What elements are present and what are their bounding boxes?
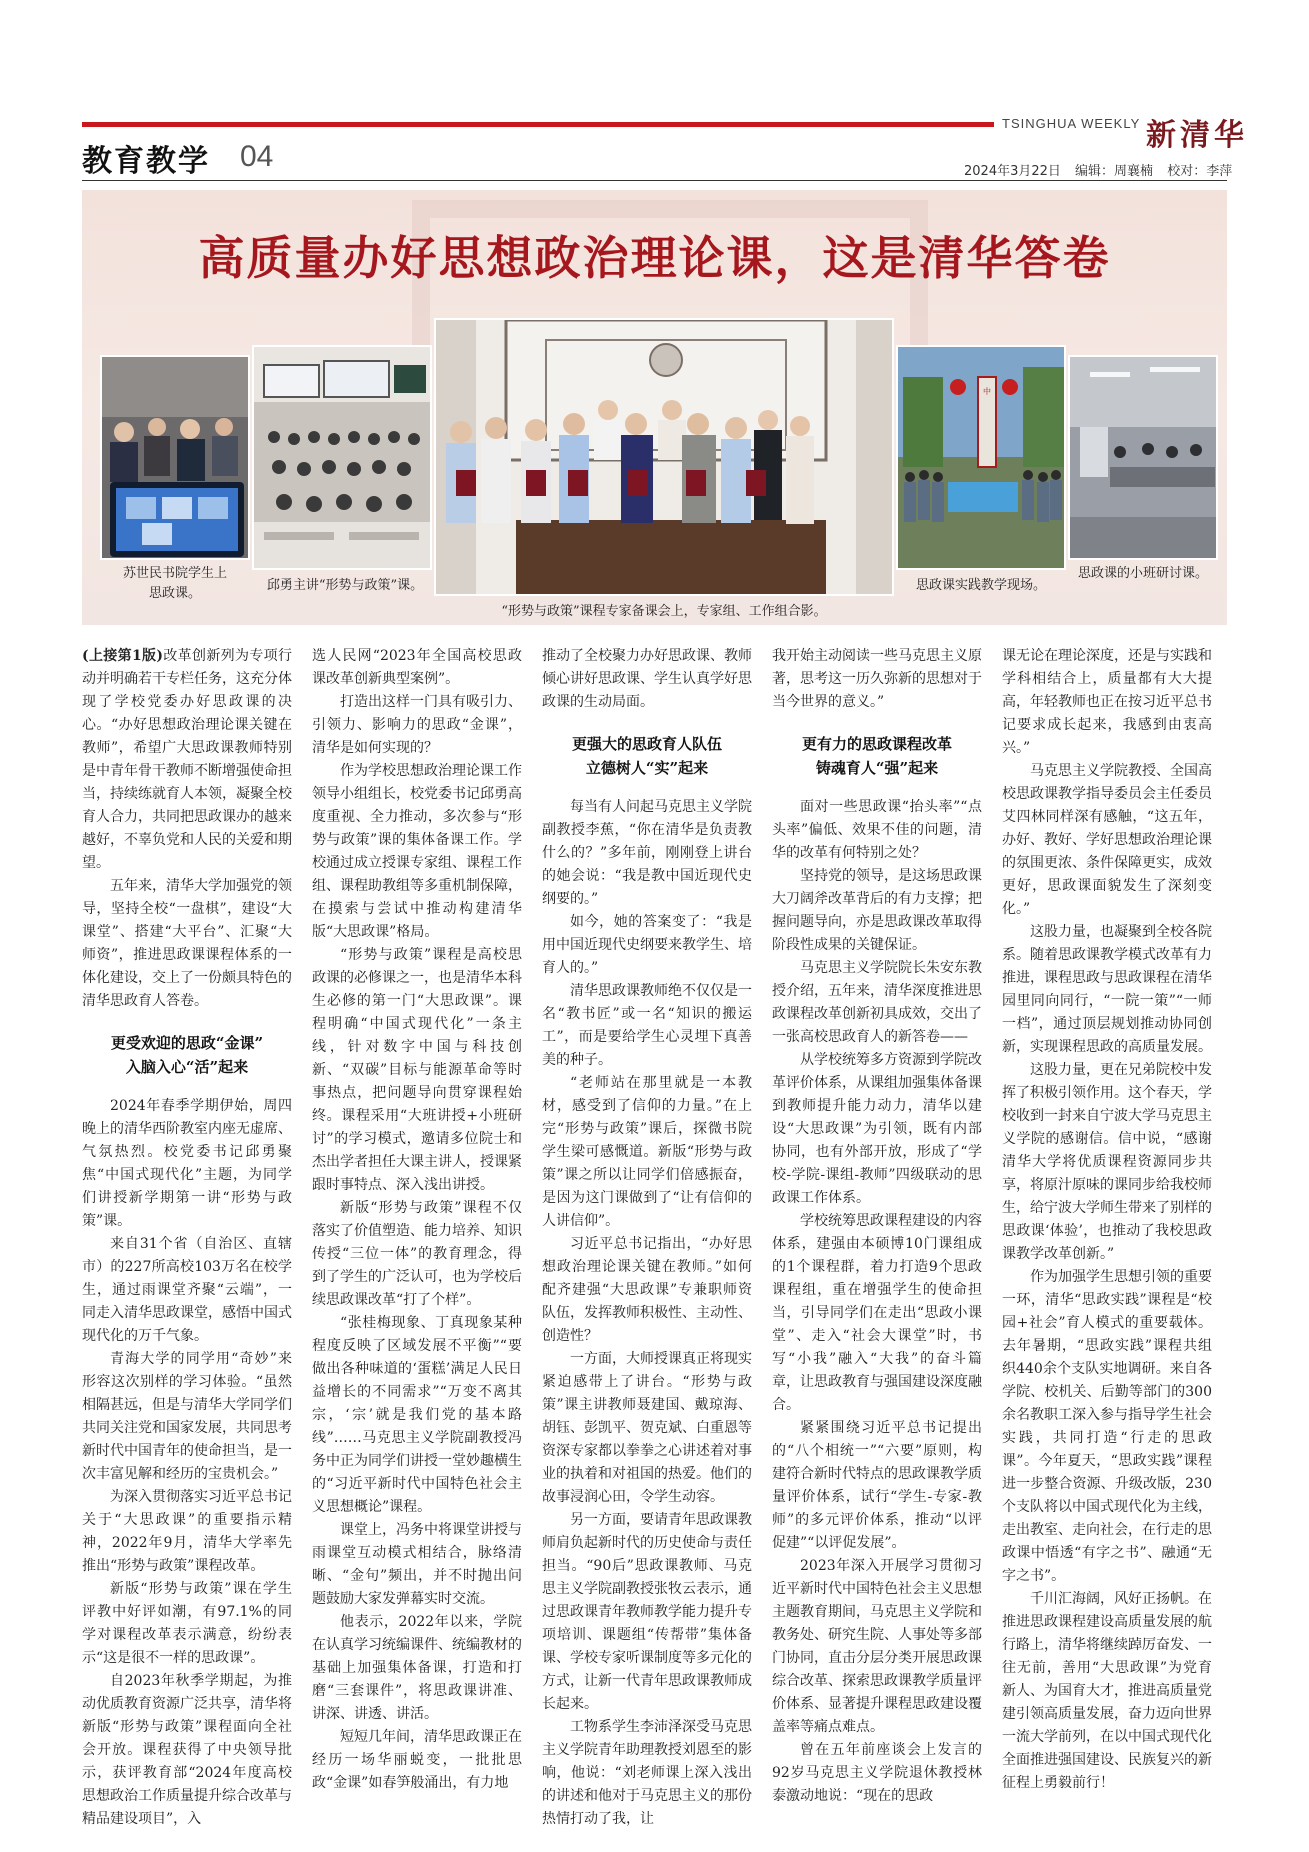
- column-1: [82, 645, 292, 1827]
- paragraph: 作为学校思想政治理论课工作领导小组组长，校党委书记邱勇高度重视、全力推动，多次参与“形势与政策”课的集体备课工作。学校通过成立授课专家组、课程工作组、课程助教组等多重机制保障，在摸索与尝试中推动构建清华版“大思政课”格局。: [312, 763, 522, 940]
- column-2: [312, 645, 522, 1791]
- paragraph: 他表示，2022年以来，学院在认真学习统编课件、统编教材的基础上加强集体备课，打造和打磨“三套课件”，将思政课讲准、讲深、讲透、讲活。: [312, 1614, 522, 1722]
- paragraph: 这股力量，更在兄弟院校中发挥了积极引领作用。这个春天，学校收到一封来自宁波大学马克思主义学院的感谢信。信中说，“感谢清华大学将优质课程资源同步共享，将原汁原味的课同步给我校师生，给宁波大学师生带来了别样的思政课‘体验’，也推动了我校思政课教学改革创新。”: [1002, 1062, 1212, 1262]
- paragraph: 打造出这样一门具有吸引力、引领力、影响力的思政“金课”，清华是如何实现的？: [312, 694, 522, 756]
- article-body: [82, 645, 1227, 1827]
- paragraph: 另一方面，要请青年思政课教师肩负起新时代的历史使命与责任担当。“90后”思政课教师、马克思主义学院副教授张牧云表示，通过思政课青年教师教学能力提升专项培训、课题组“传帮带”集体备课、学校专家听课制度等多元化的方式，让新一代青年思政课教师成长起来。: [542, 1512, 752, 1712]
- issue-date: 2024年3月22日: [964, 164, 1061, 179]
- column-5: [1002, 645, 1212, 1791]
- column-4: [772, 645, 982, 1804]
- paragraph: 紧紧围绕习近平总书记提出的“八个相统一”“六要”原则，构建符合新时代特点的思政课教学质量评价体系，试行“学生-专家-教师”的多元评价体系，推动“以评促建”“以评促发展”。: [772, 1420, 982, 1551]
- page-number: 04: [240, 140, 274, 173]
- paragraph: (上接第1版)改革创新列为专项行动并明确若干专栏任务，这充分体现了学校党委办好思政课的决心。“办好思想政治理论课关键在教师”，希望广大思政课教师特别是中青年骨干教师不断增强使命担当，持续练就育人本领，凝聚全校育人合力，共同把思政课办的越来越好，不辜负党和人民的关爱和期望。: [82, 648, 292, 871]
- paragraph: 每当有人问起马克思主义学院副教授李蕉，“你在清华是负责教什么的？”多年前，刚刚登上讲台的她会说：“我是教中国近现代史纲要的。”: [542, 799, 752, 907]
- subheading-1: 更受欢迎的思政“金课” 入脑入心“活”起来: [110, 1034, 264, 1076]
- masthead-brand: 新清华: [1146, 118, 1248, 153]
- proofreader-credit: 校对：李萍: [1167, 164, 1233, 179]
- masthead-red-line: [82, 122, 994, 127]
- column-3: [542, 645, 752, 1827]
- paragraph: 我开始主动阅读一些马克思主义原著，思考这一历久弥新的思想对于当今世界的意义。”: [772, 648, 982, 710]
- masthead-english-name: TSINGHUA WEEKLY: [1002, 116, 1141, 131]
- paragraph: 选人民网“2023年全国高校思政课改革创新典型案例”。: [312, 648, 522, 687]
- svg-text:中: 中: [982, 387, 992, 395]
- paragraph: 短短几年间，清华思政课正在经历一场华丽蜕变，一批批思政“金课”如春笋般涌出，有力地: [312, 1729, 522, 1791]
- paragraph: 清华思政课教师绝不仅仅是一名“教书匠”或一名“知识的搬运工”，而是要给学生心灵埋下真善美的种子。: [542, 983, 752, 1068]
- paragraph: 面对一些思政课“抬头率”“点头率”偏低、效果不佳的问题，清华的改革有何特别之处？: [772, 799, 982, 861]
- paragraph: 工物系学生李沛泽深受马克思主义学院青年助理教授刘恩至的影响，他说：“刘老师课上深入浅出的讲述和他对于马克思主义的那份热情打动了我，让: [542, 1719, 752, 1827]
- issue-meta: [964, 160, 1242, 179]
- paragraph: 推动了全校聚力办好思政课、教师倾心讲好思政课、学生认真学好思政课的生动局面。: [542, 648, 752, 710]
- caption-photo-5: 思政课的小班研讨课。: [1077, 566, 1208, 581]
- editor-credit: 编辑：周襄楠: [1075, 164, 1154, 179]
- paragraph: 这股力量，也凝聚到全校各院系。随着思政课教学模式改革有力推进，课程思政与思政课程在清华园里同向同行，“一院一策”“一师一档”，通过顶层规划推动协同创新，实现课程思政的高质量发展。: [1002, 924, 1212, 1055]
- photo-small-class: [1068, 355, 1218, 560]
- caption-photo-1: 苏世民书院学生上思政课。: [122, 566, 227, 601]
- paragraph: 2024年春季学期伊始，周四晚上的清华西阶教室内座无虚席、气氛热烈。校党委书记邱勇聚焦“中国式现代化”主题，为同学们讲授新学期第一讲“形势与政策”课。: [82, 1098, 292, 1229]
- paragraph: 课无论在理论深度，还是与实践和学科相结合上，质量都有大大提高，年轻教师也正在按习近平总书记要求成长起来，我感到由衷高兴。”: [1002, 648, 1212, 756]
- subheading-2: 更强大的思政育人队伍 立德树人“实”起来: [571, 735, 722, 777]
- photo-schwarzman-students: [100, 355, 250, 560]
- paragraph: 曾在五年前座谈会上发言的92岁马克思主义学院退休教授林泰激动地说：“现在的思政: [772, 1742, 982, 1804]
- paragraph: 五年来，清华大学加强党的领导，坚持全校“一盘棋”，建设“大课堂”、搭建“大平台”、汇聚“大师资”，推进思政课课程体系的一体化建设，交上了一份颇具特色的清华思政育人答卷。: [82, 878, 292, 1009]
- section-title: 教育教学: [82, 144, 210, 179]
- paragraph: 从学校统筹多方资源到学院改革评价体系，从课组加强集体备课到教师提升能力动力，清华以建设“大思政课”为引领，既有内部协同，也有外部开放，形成了“学校-学院-课组-教师”四级联动的思政课工作体系。: [772, 1052, 982, 1206]
- photo-practice-teaching: [896, 345, 1066, 570]
- paragraph: 为深入贯彻落实习近平总书记关于“大思政课”的重要指示精神，2022年9月，清华大学率先推出“形势与政策”课程改革。: [82, 1489, 292, 1574]
- paragraph: 课堂上，冯务中将课堂讲授与雨课堂互动模式相结合，脉络清晰、“金句”频出，并不时抛出问题鼓励大家发弹幕实时交流。: [312, 1522, 522, 1607]
- photo-lecture-hall: [252, 345, 432, 570]
- caption-photo-2: 邱勇主讲“形势与政策”课。: [266, 578, 424, 593]
- header-rule: [82, 180, 1227, 181]
- paragraph: 坚持党的领导，是这场思政课大刀阔斧改革背后的有力支撑；把握问题导向，亦是思政课改革取得阶段性成果的关键保证。: [772, 868, 982, 953]
- paragraph: 习近平总书记指出，“办好思想政治理论课关键在教师。”如何配齐建强“大思政课”专兼职师资队伍，发挥教师积极性、主动性、创造性？: [542, 1236, 752, 1344]
- paragraph: “老师站在那里就是一本教材，感受到了信仰的力量。”在上完“形势与政策”课后，探微书院学生梁可感慨道。新版“形势与政策”课之所以让同学们倍感振奋，是因为这门课做到了“让有信仰的人讲信仰”。: [542, 1075, 752, 1229]
- paragraph: 新版“形势与政策”课程不仅落实了价值塑造、能力培养、知识传授“三位一体”的教育理念，得到了学生的广泛认可，也为学校后续思政课改革“打了个样”。: [312, 1200, 522, 1308]
- caption-photo-4: 思政课实践教学现场。: [915, 578, 1046, 593]
- paragraph: 马克思主义学院教授、全国高校思政课教学指导委员会主任委员艾四林同样深有感触，“这五年，办好、教好、学好思想政治理论课的氛围更浓、条件保障更实，成效更好，思政课面貌发生了深刻变化。”: [1002, 763, 1212, 917]
- caption-photo-3: “形势与政策”课程专家备课会上，专家组、工作组合影。: [501, 604, 827, 619]
- paragraph: “形势与政策”课程是高校思政课的必修课之一，也是清华本科生必修的第一门“大思政课”。课程明确“中国式现代化”一条主线，针对数字中国与科技创新、“双碳”目标与能源革命等时事热点，把问题导向贯穿课程始终。课程采用“大班讲授+小班研讨”的学习模式，邀请多位院士和杰出学者担任大课主讲人，授课紧跟时事特点、深入浅出讲授。: [312, 947, 522, 1193]
- paragraph: 青海大学的同学用“奇妙”来形容这次别样的学习体验。“虽然相隔甚远，但是与清华大学同学们共同关注党和国家发展，共同思考新时代中国青年的使命担当，是一次丰富见解和经历的宝贵机会。”: [82, 1351, 292, 1482]
- paragraph: 2023年深入开展学习贯彻习近平新时代中国特色社会主义思想主题教育期间，马克思主义学院和教务处、研究生院、人事处等多部门协同，直击分层分类开展思政课综合改革、探索思政课教学质量评价体系、显著提升课程思政建设覆盖率等痛点难点。: [772, 1558, 982, 1735]
- paragraph: 马克思主义学院院长朱安东教授介绍，五年来，清华深度推进思政课程改革创新初具成效，交出了一张高校思政育人的新答卷——: [772, 960, 982, 1045]
- subheading-3: 更有力的思政课程改革 铸魂育人“强”起来: [801, 735, 952, 777]
- paragraph: 来自31个省（自治区、直辖市）的227所高校103万名在校学生，通过雨课堂齐聚“云端”，一同走入清华思政课堂，感悟中国式现代化的万千气象。: [82, 1236, 292, 1344]
- paragraph: “张桂梅现象、丁真现象某种程度反映了区域发展不平衡”“要做出各种味道的‘蛋糕’满足人民日益增长的不同需求”“万变不离其宗，‘宗’就是我们党的基本路线”……马克思主义学院副教授冯务中正为同学们讲授一堂妙趣横生的“习近平新时代中国特色社会主义思想概论”课程。: [312, 1315, 522, 1515]
- paragraph: 千川汇海阔，风好正扬帆。在推进思政课程建设高质量发展的航行路上，清华将继续踔厉奋发、一往无前，善用“大思政课”为党育新人、为国育大才，推进高质量党建引领高质量发展，奋力迈向世界一流大学前列，在以中国式现代化全面推进强国建设、民族复兴的新征程上勇毅前行！: [1002, 1591, 1212, 1791]
- headline: 高质量办好思想政治理论课，这是清华答卷: [198, 231, 1111, 285]
- paragraph: 如今，她的答案变了：“我是用中国近现代史纲要来教学生、培育人的。”: [542, 914, 752, 976]
- paragraph: 新版“形势与政策”课在学生评教中好评如潮，有97.1%的同学对课程改革表示满意，纷纷表示“这是很不一样的思政课”。: [82, 1581, 292, 1666]
- paragraph: 一方面，大师授课真正将现实紧迫感带上了讲台。“形势与政策”课主讲教师聂建国、戴琼海、胡钰、彭凯平、贺克斌、白重恩等资深专家都以拳拳之心讲述着对事业的执着和对祖国的热爱。他们的故事浸润心田，令学生动容。: [542, 1351, 752, 1505]
- paragraph: 作为加强学生思想引领的重要一环，清华“思政实践”课程是“校园+社会”育人模式的重要载体。去年暑期，“思政实践”课程共组织440余个支队实地调研。来自各学院、校机关、后勤等部门的300余名教职工深入参与指导学生社会实践，共同打造“行走的思政课”。今年夏天，“思政实践”课程进一步整合资源、升级改版，230个支队将以中国式现代化为主线，走出教室、走向社会，在行走的思政课中悟透“有字之书”、融通“无字之书”。: [1002, 1269, 1212, 1584]
- continued-from-label: (上接第1版): [82, 648, 163, 664]
- photo-expert-group: [434, 318, 894, 596]
- paragraph: 学校统筹思政课程建设的内容体系，建强由本硕博10门课组成的1个课程群，着力打造9个思政课程组，重在增强学生的使命担当，引导同学们在走出“思政小课堂”、走入“社会大课堂”时，书写“小我”融入“大我”的奋斗篇章，让思政教育与强国建设深度融合。: [772, 1213, 982, 1413]
- paragraph: 自2023年秋季学期起，为推动优质教育资源广泛共享，清华将新版“形势与政策”课程面向全社会开放。课程获得了中央领导批示，获评教育部“2024年度高校思想政治工作质量提升综合改革与精品建设项目”，入: [82, 1673, 292, 1827]
